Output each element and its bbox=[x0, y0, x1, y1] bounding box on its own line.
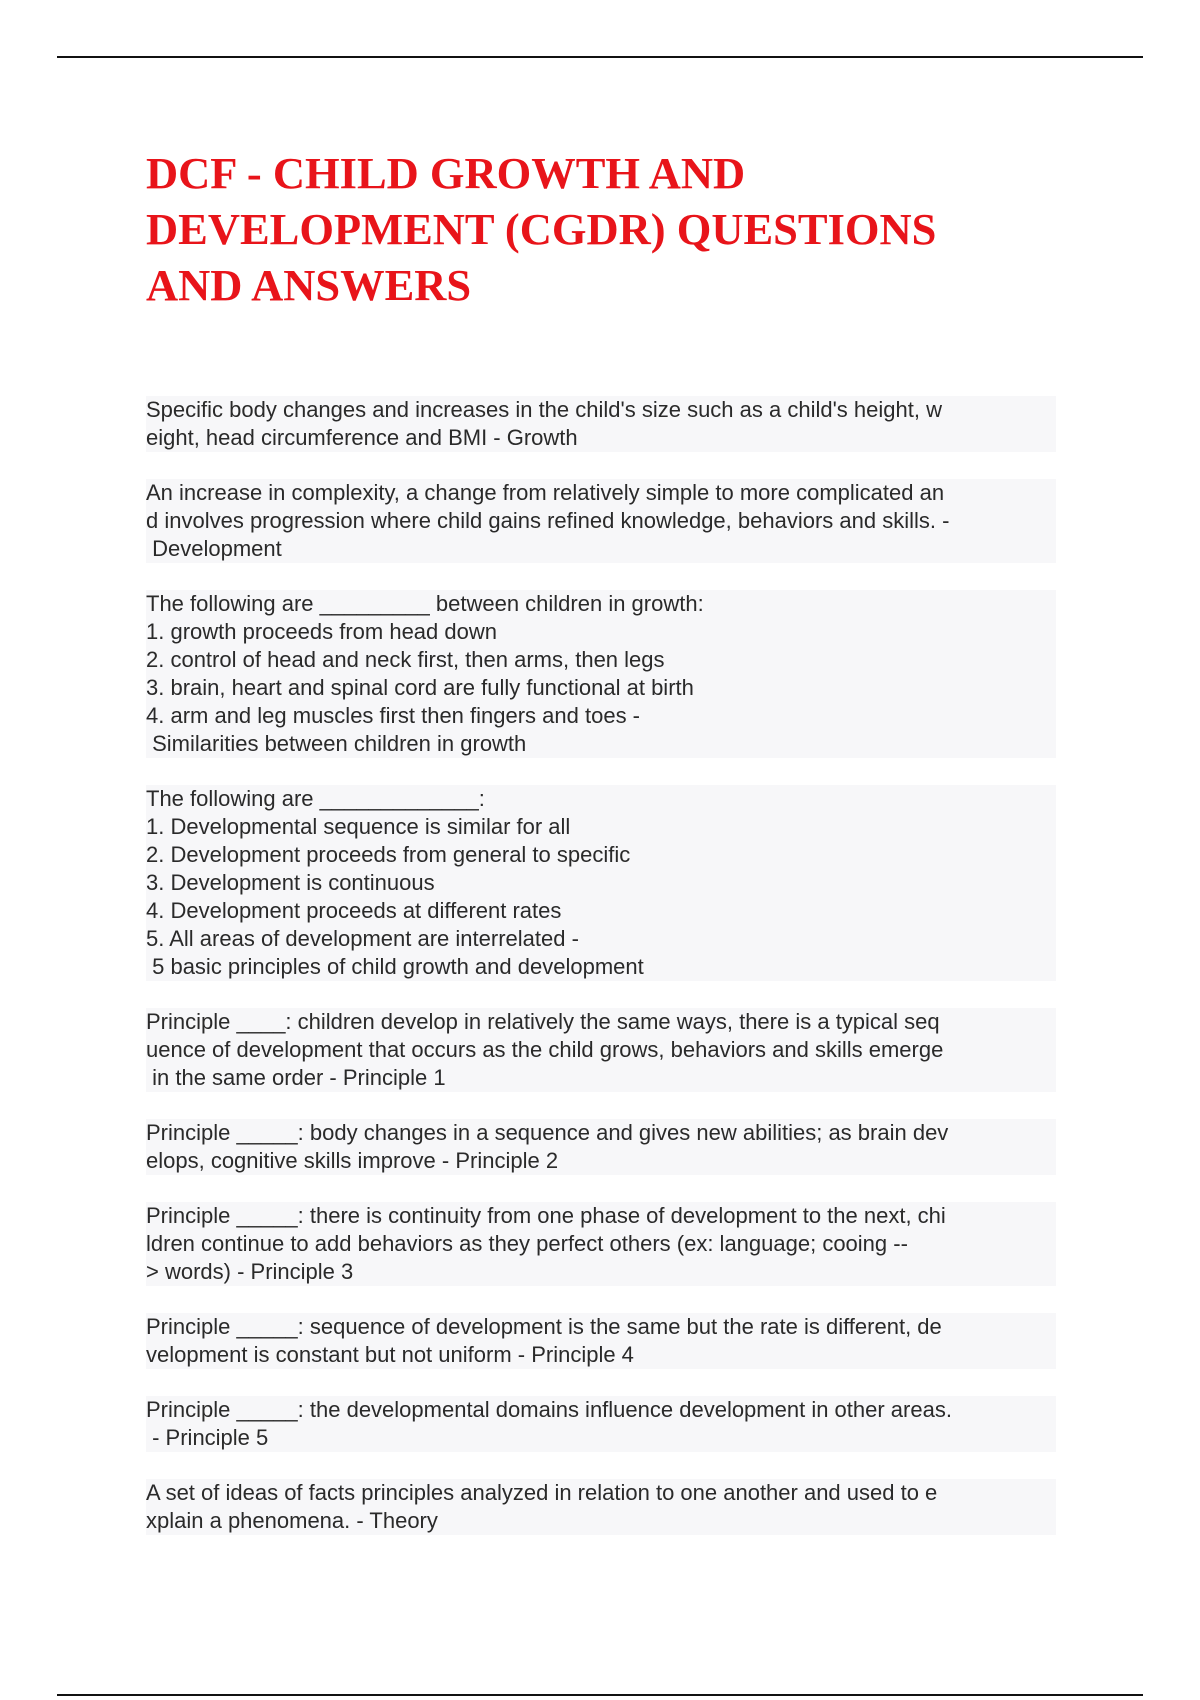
qa-line: ldren continue to add behaviors as they perfect others (ex: language; cooing -- bbox=[146, 1231, 908, 1256]
qa-line: Development bbox=[146, 536, 282, 561]
title-line: AND ANSWERS bbox=[146, 260, 472, 310]
header-rule bbox=[57, 56, 1143, 58]
qa-line: 3. brain, heart and spinal cord are fully functional at birth bbox=[146, 675, 694, 700]
qa-line: The following are _____________: bbox=[146, 786, 485, 811]
qa-list bbox=[146, 396, 1056, 1535]
qa-line: A set of ideas of facts principles analyzed in relation to one another and used to e bbox=[146, 1480, 938, 1505]
qa-line: in the same order - Principle 1 bbox=[146, 1065, 446, 1090]
qa-line: > words) - Principle 3 bbox=[146, 1259, 354, 1284]
qa-line: Principle ____: children develop in relatively the same ways, there is a typical seq bbox=[146, 1009, 940, 1034]
qa-line: Principle _____: the developmental domains influence development in other areas. bbox=[146, 1397, 952, 1422]
qa-line: elops, cognitive skills improve - Principle 2 bbox=[146, 1148, 559, 1173]
qa-line: d involves progression where child gains refined knowledge, behaviors and skills. - bbox=[146, 508, 950, 533]
document-title bbox=[146, 145, 1076, 313]
qa-line: velopment is constant but not uniform - Principle 4 bbox=[146, 1342, 634, 1367]
qa-line: 4. arm and leg muscles first then fingers and toes - bbox=[146, 703, 641, 728]
qa-line: 3. Development is continuous bbox=[146, 870, 435, 895]
qa-line: Similarities between children in growth bbox=[146, 731, 527, 756]
title-line: DEVELOPMENT (CGDR) QUESTIONS bbox=[146, 204, 937, 254]
qa-line: Specific body changes and increases in the child's size such as a child's height, w bbox=[146, 397, 942, 422]
footer-rule bbox=[57, 1694, 1143, 1696]
qa-line: The following are _________ between children in growth: bbox=[146, 591, 704, 616]
qa-line: An increase in complexity, a change from relatively simple to more complicated an bbox=[146, 480, 945, 505]
qa-item bbox=[146, 1479, 1056, 1535]
qa-line: 2. control of head and neck first, then arms, then legs bbox=[146, 647, 665, 672]
qa-line: xplain a phenomena. - Theory bbox=[146, 1508, 438, 1533]
qa-line: Principle _____: body changes in a sequence and gives new abilities; as brain dev bbox=[146, 1120, 949, 1145]
qa-item bbox=[146, 1008, 1056, 1092]
qa-line: 5. All areas of development are interrelated - bbox=[146, 926, 579, 951]
qa-line: 2. Development proceeds from general to specific bbox=[146, 842, 631, 867]
qa-item bbox=[146, 396, 1056, 452]
qa-line: Principle _____: there is continuity from one phase of development to the next, chi bbox=[146, 1203, 946, 1228]
qa-line: Principle _____: sequence of development is the same but the rate is different, de bbox=[146, 1314, 942, 1339]
qa-item bbox=[146, 1119, 1056, 1175]
qa-line: - Principle 5 bbox=[146, 1425, 269, 1450]
qa-item bbox=[146, 1396, 1056, 1452]
qa-item bbox=[146, 1313, 1056, 1369]
qa-item bbox=[146, 479, 1056, 563]
qa-item bbox=[146, 1202, 1056, 1286]
qa-line: 1. growth proceeds from head down bbox=[146, 619, 497, 644]
qa-line: 1. Developmental sequence is similar for all bbox=[146, 814, 571, 839]
qa-line: 4. Development proceeds at different rates bbox=[146, 898, 562, 923]
qa-item bbox=[146, 590, 1056, 758]
title-line: DCF - CHILD GROWTH AND bbox=[146, 148, 746, 198]
qa-line: eight, head circumference and BMI - Growth bbox=[146, 425, 578, 450]
qa-line: 5 basic principles of child growth and development bbox=[146, 954, 644, 979]
qa-item bbox=[146, 785, 1056, 981]
qa-line: uence of development that occurs as the child grows, behaviors and skills emerge bbox=[146, 1037, 944, 1062]
